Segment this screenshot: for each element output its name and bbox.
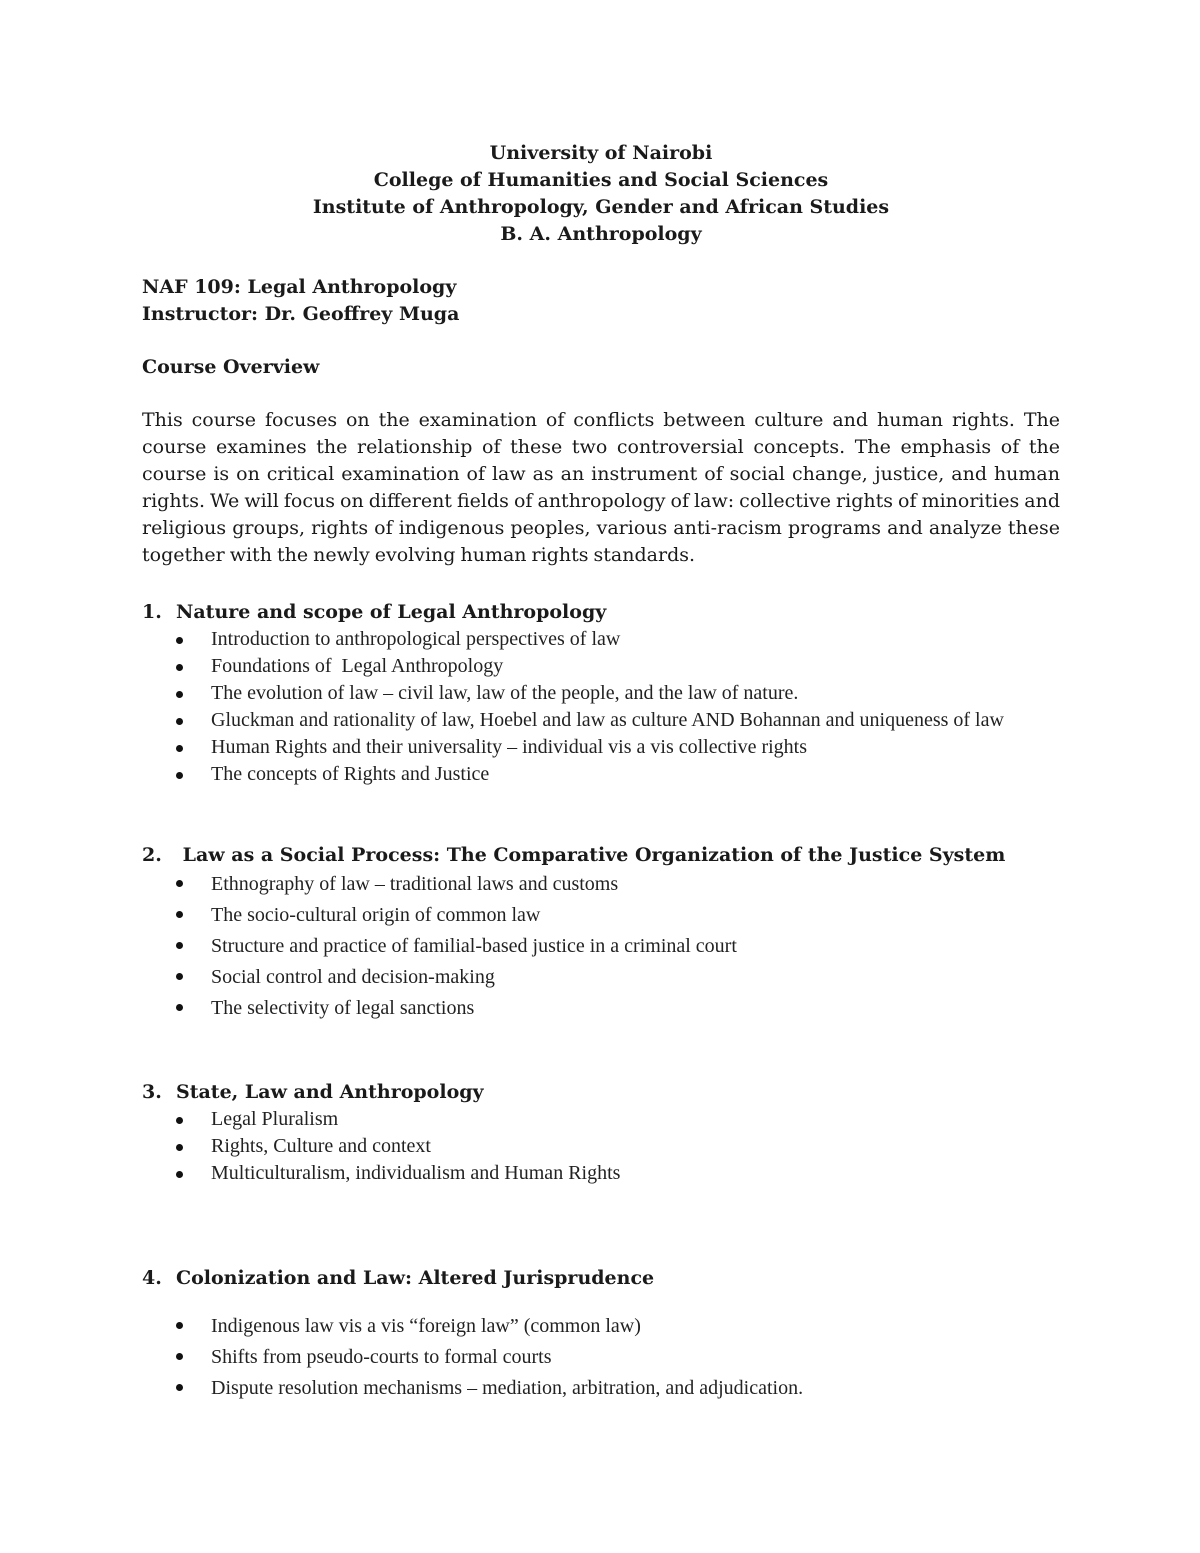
topic-list	[142, 626, 1060, 788]
list-item: The socio-cultural origin of common law	[142, 900, 1060, 931]
section-number: 1.	[142, 601, 162, 623]
list-item: Shifts from pseudo-courts to formal courts	[142, 1342, 1060, 1373]
bullet-icon	[176, 718, 183, 725]
section-number: 4.	[142, 1267, 162, 1289]
bullet-icon	[176, 911, 183, 918]
list-item: Social control and decision-making	[142, 962, 1060, 993]
section-title: Law as a Social Process: The Comparative Organization of the Justice System	[176, 844, 1006, 866]
topic-list	[142, 1311, 1060, 1404]
section-heading	[142, 1265, 1060, 1292]
section-heading	[142, 1079, 1060, 1106]
bullet-icon	[176, 973, 183, 980]
bullet-icon	[176, 664, 183, 671]
course-info	[142, 274, 1060, 328]
bullet-icon	[176, 691, 183, 698]
section-heading	[142, 842, 1060, 869]
section-3	[142, 1079, 1060, 1187]
list-item: The evolution of law – civil law, law of the people, and the law of nature.	[142, 680, 1060, 707]
section-2	[142, 842, 1060, 1024]
bullet-icon	[176, 637, 183, 644]
list-item: Structure and practice of familial-based justice in a criminal court	[142, 931, 1060, 962]
bullet-icon	[176, 1353, 183, 1360]
list-item: The concepts of Rights and Justice	[142, 761, 1060, 788]
course-code-title: NAF 109: Legal Anthropology	[142, 276, 457, 298]
section-title: State, Law and Anthropology	[176, 1081, 484, 1103]
overview-heading: Course Overview	[142, 356, 320, 378]
college-name: College of Humanities and Social Sciences	[373, 169, 829, 191]
section-1	[142, 599, 1060, 788]
list-item: Indigenous law vis a vis “foreign law” (common law)	[142, 1311, 1060, 1342]
overview-paragraph: This course focuses on the examination of conflicts between culture and human rights. The course examines the relationship of these two controversial concepts. The emphasis of the course is on critical examination of law as an instrument of social change, justice, and human rights. We will focus on different fields of anthropology of law: collective rights of minorities and religious groups, rights of indigenous peoples, various anti-racism programs and analyze these together with the newly evolving human rights standards.	[142, 409, 1060, 566]
bullet-icon	[176, 1171, 183, 1178]
list-item: Foundations of Legal Anthropology	[142, 653, 1060, 680]
list-item: Human Rights and their universality – individual vis a vis collective rights	[142, 734, 1060, 761]
document-header	[142, 140, 1060, 248]
section-title: Colonization and Law: Altered Jurisprudence	[176, 1267, 655, 1289]
list-item: Ethnography of law – traditional laws and customs	[142, 869, 1060, 900]
section-number: 2.	[142, 844, 162, 866]
degree-name: B. A. Anthropology	[500, 223, 702, 245]
bullet-icon	[176, 1144, 183, 1151]
topic-list	[142, 1106, 1060, 1187]
list-item: The selectivity of legal sanctions	[142, 993, 1060, 1024]
section-4	[142, 1265, 1060, 1404]
syllabus-page	[142, 140, 1060, 1399]
section-heading	[142, 599, 1060, 626]
university-name: University of Nairobi	[489, 142, 713, 164]
institute-name: Institute of Anthropology, Gender and African Studies	[312, 196, 890, 218]
bullet-icon	[176, 772, 183, 779]
list-item: Dispute resolution mechanisms – mediation, arbitration, and adjudication.	[142, 1373, 1060, 1404]
bullet-icon	[176, 1004, 183, 1011]
course-instructor: Instructor: Dr. Geoffrey Muga	[142, 303, 460, 325]
list-item: Introduction to anthropological perspectives of law	[142, 626, 1060, 653]
topic-list	[142, 869, 1060, 1024]
bullet-icon	[176, 1322, 183, 1329]
section-title: Nature and scope of Legal Anthropology	[176, 601, 607, 623]
bullet-icon	[176, 745, 183, 752]
bullet-icon	[176, 1384, 183, 1391]
list-item: Gluckman and rationality of law, Hoebel and law as culture AND Bohannan and uniqueness of law	[142, 707, 1060, 734]
bullet-icon	[176, 942, 183, 949]
list-item: Multiculturalism, individualism and Human Rights	[142, 1160, 1060, 1187]
list-item: Rights, Culture and context	[142, 1133, 1060, 1160]
bullet-icon	[176, 880, 183, 887]
list-item: Legal Pluralism	[142, 1106, 1060, 1133]
bullet-icon	[176, 1117, 183, 1124]
section-number: 3.	[142, 1081, 162, 1103]
